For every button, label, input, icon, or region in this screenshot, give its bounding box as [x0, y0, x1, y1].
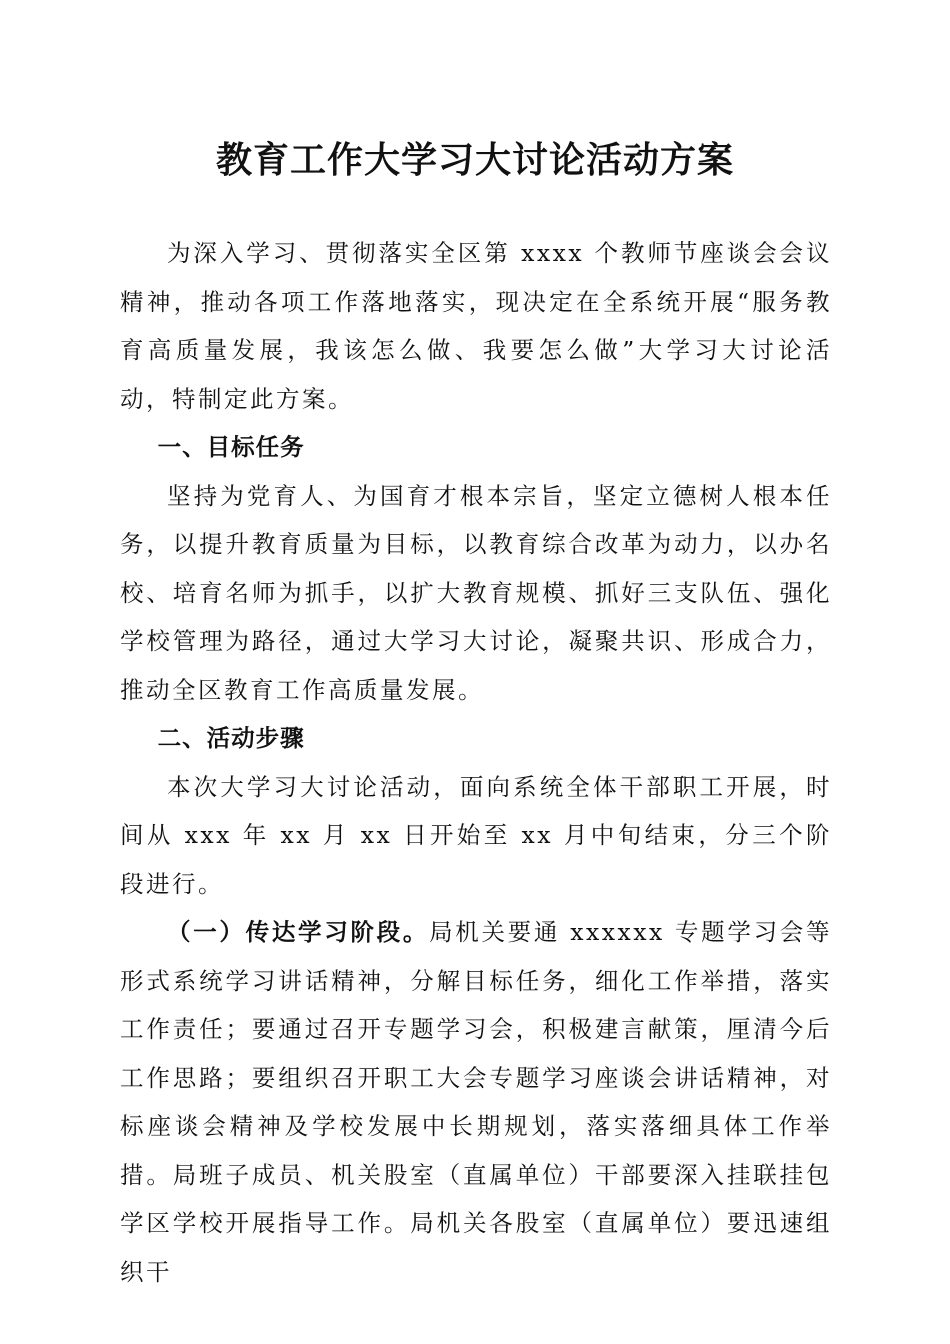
steps-paragraph: 本次大学习大讨论活动，面向系统全体干部职工开展，时间从 xxx 年 xx 月 xx 日开始至 xx 月中旬结束，分三个阶段进行。	[120, 772, 832, 898]
stage1-body: 局机关要通 xxxxxx 专题学习会等形式系统学习讲话精神，分解目标任务，细化工作举措，落实工作责任；要通过召开专题学习会，积极建言献策，厘清今后工作思路；要组织召开职工大会专题学习座谈会讲话精神，对标座谈会精神及学校发展中长期规划，落实落细具体工作举措。局班子成员、机关股室（直属单位）干部要深入挂联挂包学区学校开展指导工作。局机关各股室（直属单位）要迅速组织干	[120, 918, 832, 1286]
intro-paragraph: 为深入学习、贯彻落实全区第 xxxx 个教师节座谈会会议精神，推动各项工作落地落实，现决定在全系统开展“服务教育高质量发展，我该怎么做、我要怎么做”大学习大讨论活动，特制定此方案。	[120, 239, 832, 413]
document-title: 教育工作大学习大讨论活动方案	[215, 139, 734, 181]
document-body	[120, 229, 832, 1296]
section-heading-goals: 一、目标任务	[157, 433, 305, 461]
goals-paragraph: 坚持为党育人、为国育才根本宗旨，坚定立德树人根本任务，以提升教育质量为目标，以教育综合改革为动力，以办名校、培育名师为抓手，以扩大教育规模、抓好三支队伍、强化学校管理为路径，通过大学习大讨论，凝聚共识、形成合力，推动全区教育工作高质量发展。	[120, 481, 832, 704]
stage1-paragraph	[120, 908, 832, 1296]
stage1-lead: （一）传达学习阶段。	[167, 918, 430, 946]
section-heading-steps: 二、活动步骤	[157, 724, 305, 752]
